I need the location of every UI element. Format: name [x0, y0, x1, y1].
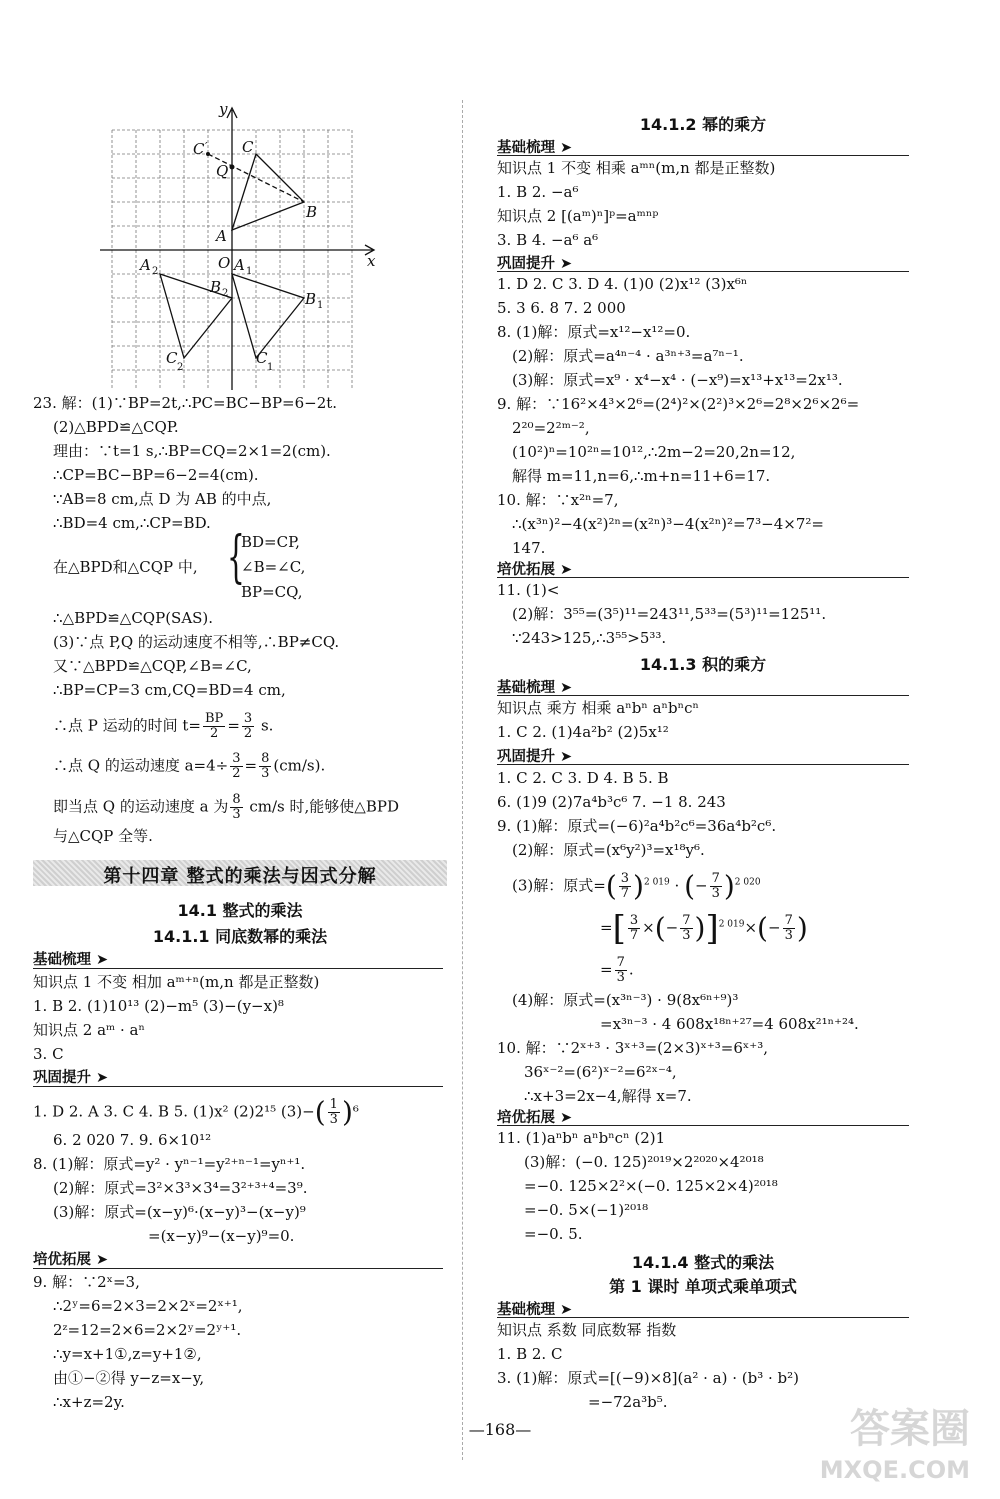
svg-text:A: A — [140, 256, 151, 274]
svg-text:1: 1 — [246, 266, 253, 277]
case-brace: { — [227, 525, 245, 590]
q23-line: 理由：∵t=1 s,∴BP=CQ=2×1=2(cm). — [53, 442, 331, 460]
watermark-url: MXQE.COM — [819, 1456, 970, 1484]
answer-line: 5. 3 6. 8 7. 2 000 — [497, 299, 626, 317]
svg-text:B: B — [210, 278, 222, 296]
answer-line: (2)解：3⁵⁵=(3⁵)¹¹=243¹¹,5³³=(5³)¹¹=125¹¹. — [512, 605, 827, 623]
axis-y-label: y — [219, 100, 228, 118]
answer-line: 知识点 2 [(aᵐ)ⁿ]ᵖ=aᵐⁿᵖ — [497, 207, 659, 225]
answer-line: (2)解：原式=a⁴ⁿ⁻⁴ · a³ⁿ⁺³=a⁷ⁿ⁻¹. — [512, 347, 744, 365]
section-label-basic: 基础梳理 ➤ — [497, 140, 573, 156]
answer-line: 3. B 4. −a⁶ a⁶ — [497, 231, 599, 249]
answer-line: (3)解：原式=( $\frac{3}{7}$ )$^{2 019}$ · (− $\frac{7}{3}$ )$^{2 020}$ — [512, 869, 761, 903]
answer-line: =−72a³b⁵. — [588, 1393, 668, 1411]
answer-line: 6. 2 020 7. 9. 6×10¹² — [53, 1131, 212, 1149]
answer-line: (3)解：原式=(x−y)⁶·(x−y)³−(x−y)⁹ — [53, 1203, 306, 1221]
case-line: BD=CP, — [241, 533, 300, 551]
svg-text:1: 1 — [267, 362, 274, 373]
answer-line: =−0. 5. — [524, 1225, 583, 1243]
answer-line: 知识点 乘方 相乘 aⁿbⁿ aⁿbⁿcⁿ — [497, 699, 700, 717]
answer-line: 1. D 2. A 3. C 4. B 5. (1)x² (2)2¹⁵ (3)−( $\frac{1}{3}$ )⁶ — [33, 1095, 359, 1129]
section-rule — [497, 695, 909, 696]
svg-text:2: 2 — [222, 288, 229, 299]
answer-line: 9. 解：∵2ˣ=3, — [33, 1273, 140, 1291]
answer-line: 2²⁰=2²ᵐ⁻², — [512, 419, 590, 437]
section-rule — [497, 155, 909, 156]
chapter-banner: 第十四章 整式的乘法与因式分解 — [33, 860, 447, 886]
svg-text:B: B — [306, 203, 318, 221]
answer-line: 知识点 系数 同底数幂 指数 — [497, 1321, 677, 1339]
q23-line: ∴CP=BC−BP=6−2=4(cm). — [53, 466, 259, 484]
answer-line: ∴(x³ⁿ)²−4(x²)²ⁿ=(x²ⁿ)³−4(x²ⁿ)²=7³−4×7²= — [512, 515, 824, 533]
section-rule — [497, 1317, 909, 1318]
svg-text:2: 2 — [177, 362, 184, 373]
svg-text:1: 1 — [317, 300, 324, 311]
q23-line: ∴BP=CP=3 cm,CQ=BD=4 cm, — [53, 681, 286, 699]
section-rule — [497, 1125, 909, 1126]
section-label-consolidate: 巩固提升 ➤ — [497, 256, 573, 272]
svg-text:A: A — [234, 256, 245, 274]
speed-line: ∴点 Q 的运动速度 a=4÷ $\frac{3}{2}$ = $\frac{8}{3}$ (cm/s). — [53, 751, 326, 781]
section-rule — [33, 1268, 443, 1269]
svg-text:C: C — [256, 349, 268, 367]
section-label-extension: 培优拓展 ➤ — [497, 1110, 573, 1126]
answer-line: 1. D 2. C 3. D 4. (1)0 (2)x¹² (3)x⁶ⁿ — [497, 275, 748, 293]
case-intro: 在△BPD和△CQP 中, — [53, 558, 198, 576]
answer-line: 10. 解：∵x²ⁿ=7, — [497, 491, 619, 509]
answer-line: 知识点 1 不变 相乘 aᵐⁿ(m,n 都是正整数) — [497, 159, 776, 177]
section-label-extension: 培优拓展 ➤ — [33, 1252, 109, 1268]
svg-text:A: A — [216, 227, 227, 245]
answer-line: (3)解：原式=x⁹ · x⁴−x⁴ · (−x⁹)=x¹³+x¹³=2x¹³. — [512, 371, 843, 389]
answer-line: 解得 m=11,n=6,∴m+n=11+6=17. — [512, 467, 771, 485]
q23-line: (3)∵点 P,Q 的运动速度不相等,∴BP≠CQ. — [53, 633, 340, 651]
answer-line: (3)解：(−0. 125)²⁰¹⁹×2²⁰²⁰×4²⁰¹⁸ — [524, 1153, 764, 1171]
answer-line: 9. (1)解：原式=(−6)²a⁴b²c⁶=36a⁴b²c⁶. — [497, 817, 777, 835]
q23-line: ∴BD=4 cm,∴CP=BD. — [53, 514, 211, 532]
subsection-title: 14.1.3 积的乘方 — [639, 655, 767, 674]
svg-text:C: C — [193, 140, 205, 158]
answer-line: 3. (1)解：原式=[(−9)×8](a² · a) · (b³ · b²) — [497, 1369, 799, 1387]
answer-line: ∴y=x+1①,z=y+1②, — [53, 1345, 202, 1363]
answer-line: 8. (1)解：原式=x¹²−x¹²=0. — [497, 323, 691, 341]
q23-line: ∵AB=8 cm,点 D 为 AB 的中点, — [53, 490, 272, 508]
time-line: ∴点 P 运动的时间 t= $\frac{BP}{2}$ = $\frac{3}{2}$ s. — [53, 711, 274, 741]
q23-line: 23. 解：(1)∵BP=2t,∴PC=BC−BP=6−2t. — [33, 394, 338, 412]
subsection-title: 14.1.2 幂的乘方 — [639, 115, 767, 134]
section-label-basic: 基础梳理 ➤ — [497, 1302, 573, 1318]
conclusion-line: 与△CQP 全等. — [53, 827, 153, 845]
svg-text:2: 2 — [152, 266, 159, 277]
svg-text:′: ′ — [205, 140, 208, 153]
answer-line: 1. B 2. −a⁶ — [497, 183, 579, 201]
section-label-consolidate: 巩固提升 ➤ — [497, 749, 573, 765]
q23-line: (2)△BPD≌△CQP. — [53, 418, 179, 436]
svg-text:Q: Q — [216, 162, 229, 180]
section-title: 14.1 整式的乘法 — [177, 901, 303, 920]
answer-line: 6. (1)9 (2)7a⁴b³c⁶ 7. −1 8. 243 — [497, 793, 726, 811]
section-rule — [497, 577, 909, 578]
lesson-title: 第 1 课时 单项式乘单项式 — [609, 1277, 797, 1296]
section-label-consolidate: 巩固提升 ➤ — [33, 1070, 109, 1086]
case-line: BP=CQ, — [241, 583, 303, 601]
answer-line: =(x−y)⁹−(x−y)⁹=0. — [148, 1227, 295, 1245]
answer-line: 1. B 2. (1)10¹³ (2)−m⁵ (3)−(y−x)⁸ — [33, 997, 284, 1015]
column-divider — [462, 100, 463, 1460]
answer-line: 1. B 2. C — [497, 1345, 563, 1363]
subsection-title: 14.1.1 同底数幂的乘法 — [152, 927, 328, 946]
answer-line: =[ $\frac{3}{7}$ ×(− $\frac{7}{3}$ )]$^{2 019}$×(− $\frac{7}{3}$ ) — [600, 908, 808, 949]
section-label-basic: 基础梳理 ➤ — [497, 680, 573, 696]
section-label-basic: 基础梳理 ➤ — [33, 952, 109, 968]
answer-line: 10. 解：∵2ˣ⁺³ · 3ˣ⁺³=(2×3)ˣ⁺³=6ˣ⁺³, — [497, 1039, 768, 1057]
answer-line: 2ᶻ=12=2×6=2×2ʸ=2ʸ⁺¹. — [53, 1321, 242, 1339]
axis-x-label: x — [367, 252, 376, 270]
svg-text:C: C — [166, 349, 178, 367]
page-number: —168— — [468, 1420, 532, 1439]
answer-line: (2)解：原式=3²×3³×3⁴=3²⁺³⁺⁴=3⁹. — [53, 1179, 308, 1197]
origin-label: O — [218, 254, 231, 272]
q23-line: 又∵△BPD≌△CQP,∠B=∠C, — [53, 657, 252, 675]
answer-line: 11. (1)< — [497, 581, 560, 599]
answer-line: (2)解：原式=(x⁶y²)³=x¹⁸y⁶. — [512, 841, 705, 859]
section-rule — [33, 968, 443, 969]
answer-line: ∴x+3=2x−4,解得 x=7. — [524, 1087, 692, 1105]
answer-line: (10²)ⁿ=10²ⁿ=10¹²,∴2m−2=20,2n=12, — [512, 443, 796, 461]
answer-line: 由①−②得 y−z=x−y, — [53, 1369, 205, 1387]
answer-line: 3. C — [33, 1045, 64, 1063]
answer-line: 36ˣ⁻²=(6²)ˣ⁻²=6²ˣ⁻⁴, — [524, 1063, 677, 1081]
answer-line: 1. C 2. (1)4a²b² (2)5x¹² — [497, 723, 669, 741]
coordinate-grid-figure — [95, 100, 385, 395]
answer-line: 147. — [512, 539, 546, 557]
section-label-extension: 培优拓展 ➤ — [497, 562, 573, 578]
answer-line: 9. 解：∵16²×4³×2⁶=(2⁴)²×(2²)³×2⁶=2⁸×2⁶×2⁶= — [497, 395, 860, 413]
answer-line: ∵243>125,∴3⁵⁵>5³³. — [512, 629, 667, 647]
answer-line: = $\frac{7}{3}$ . — [600, 955, 634, 985]
section-rule — [33, 1086, 443, 1087]
section-rule — [497, 764, 909, 765]
watermark-logo: 答案圈 — [850, 1406, 970, 1452]
section-rule — [497, 271, 909, 272]
answer-line: 知识点 1 不变 相加 aᵐ⁺ⁿ(m,n 都是正整数) — [33, 973, 320, 991]
answer-line: 8. (1)解：原式=y² · yⁿ⁻¹=y²⁺ⁿ⁻¹=yⁿ⁺¹. — [33, 1155, 306, 1173]
answer-line: 知识点 2 aᵐ · aⁿ — [33, 1021, 145, 1039]
answer-line: ∴2ʸ=6=2×3=2×2ˣ=2ˣ⁺¹, — [53, 1297, 243, 1315]
case-line: ∠B=∠C, — [241, 558, 306, 576]
answer-line: 11. (1)aⁿbⁿ aⁿbⁿcⁿ (2)1 — [497, 1129, 666, 1147]
q23-line: ∴△BPD≌△CQP(SAS). — [53, 609, 214, 627]
conclusion-line: 即当点 Q 的运动速度 a 为 $\frac{8}{3}$ cm/s 时,能够使△BPD — [53, 792, 399, 822]
answer-line: 1. C 2. C 3. D 4. B 5. B — [497, 769, 669, 787]
answer-line: =−0. 125×2²×(−0. 125×2×4)²⁰¹⁸ — [524, 1177, 778, 1195]
answer-line: =−0. 5×(−1)²⁰¹⁸ — [524, 1201, 649, 1219]
subsection-title: 14.1.4 整式的乘法 — [631, 1253, 775, 1272]
answer-line: (4)解：原式=(x³ⁿ⁻³) · 9(8x⁶ⁿ⁺⁹)³ — [512, 991, 739, 1009]
svg-text:B: B — [305, 290, 317, 308]
answer-line: ∴x+z=2y. — [53, 1393, 125, 1411]
answer-line: =x³ⁿ⁻³ · 4 608x¹⁸ⁿ⁺²⁷=4 608x²¹ⁿ⁺²⁴. — [600, 1015, 859, 1033]
svg-text:C: C — [242, 138, 254, 156]
